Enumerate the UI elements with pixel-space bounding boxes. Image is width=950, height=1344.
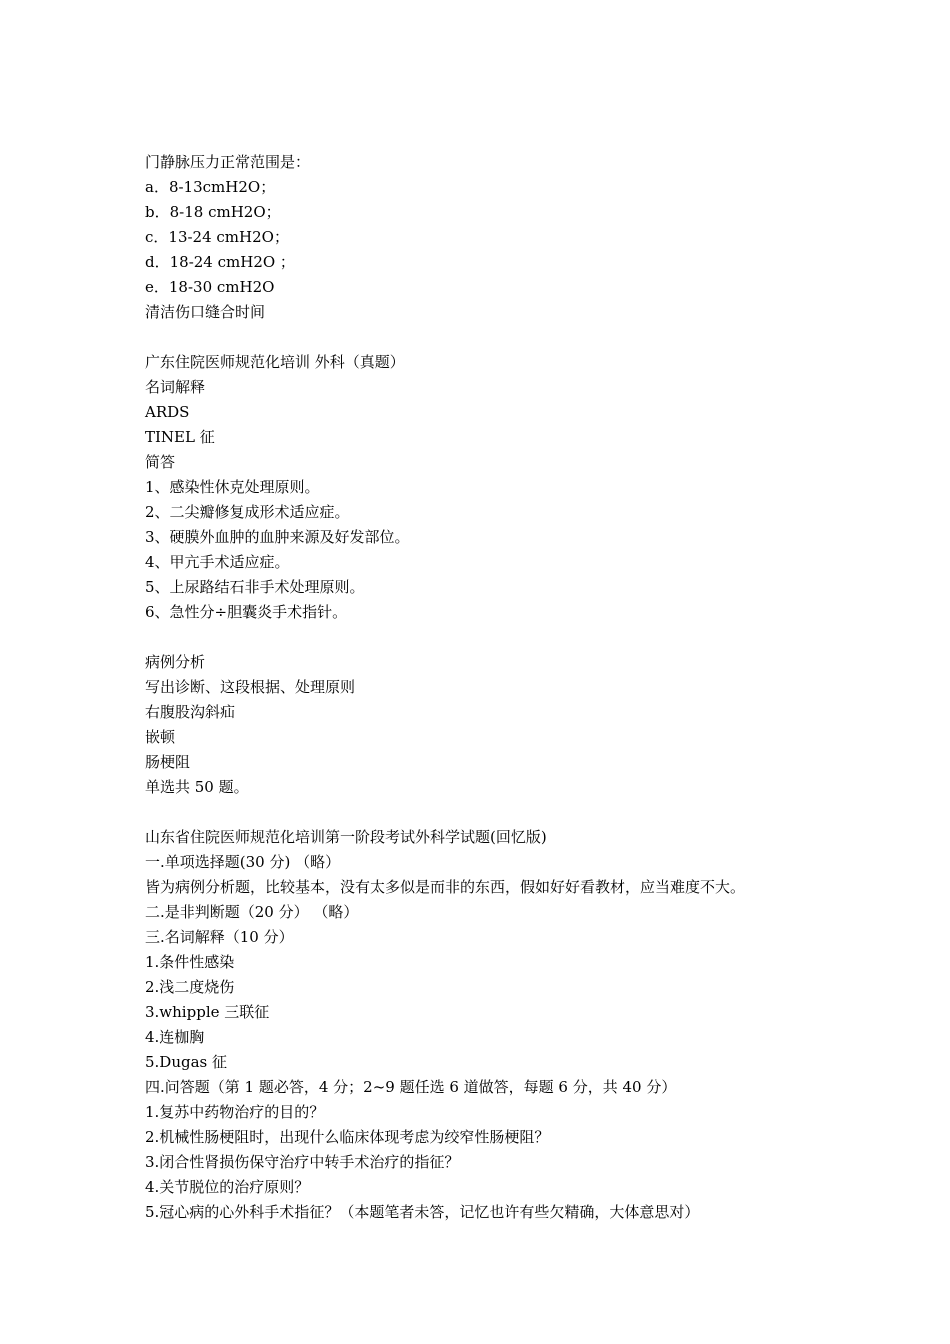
subsection-heading: 简答 <box>145 453 176 471</box>
subsection-heading: 四.问答题（第 1 题必答，4 分；2~9 题任选 6 道做答，每题 6 分，共 40 分） <box>145 1078 677 1096</box>
question-item: 4.关节脱位的治疗原则？ <box>145 1178 310 1196</box>
option-e: e．18-30 cmH2O <box>145 278 275 296</box>
term-item: ARDS <box>145 403 190 421</box>
text-line: 右腹股沟斜疝 <box>145 703 236 721</box>
text-line: 肠梗阻 <box>145 753 191 771</box>
question-title: 门静脉压力正常范围是： <box>145 153 311 171</box>
option-d: d．18-24 cmH2O ； <box>145 253 295 271</box>
subsection-heading: 一.单项选择题(30 分) （略） <box>145 853 341 871</box>
blank-line <box>145 325 905 350</box>
subsection-heading: 病例分析 <box>145 653 206 671</box>
question-item: 5、上尿路结石非手术处理原则。 <box>145 578 365 596</box>
question-item: 1、感染性休克处理原则。 <box>145 478 320 496</box>
subsection-heading: 名词解释 <box>145 378 206 396</box>
question-item: 4、甲亢手术适应症。 <box>145 553 290 571</box>
question-item: 5.冠心病的心外科手术指征？（本题笔者未答，记忆也许有些欠精确，大体意思对） <box>145 1203 700 1221</box>
text-line: 嵌顿 <box>145 728 176 746</box>
option-b: b．8-18 cmH2O； <box>145 203 281 221</box>
text-line: 单选共 50 题。 <box>145 778 249 796</box>
term-item: 1.条件性感染 <box>145 953 235 971</box>
section-heading: 广东住院医师规范化培训 外科（真题） <box>145 353 405 371</box>
question-item: 3、硬膜外血肿的血肿来源及好发部位。 <box>145 528 410 546</box>
section-heading: 山东省住院医师规范化培训第一阶段考试外科学试题(回忆版) <box>145 828 547 846</box>
blank-line <box>145 625 905 650</box>
question-item: 1.复苏中药物治疗的目的？ <box>145 1103 325 1121</box>
question-item: 2.机械性肠梗阻时，出现什么临床体现考虑为绞窄性肠梗阻？ <box>145 1128 550 1146</box>
question-text: 清洁伤口缝合时间 <box>145 303 266 321</box>
term-item: TINEL 征 <box>145 428 215 446</box>
option-c: c．13-24 cmH2O； <box>145 228 289 246</box>
document-body <box>145 150 905 1225</box>
text-line: 写出诊断、这段根据、处理原则 <box>145 678 356 696</box>
text-line: 皆为病例分析题，比较基本，没有太多似是而非的东西，假如好好看教材，应当难度不大。 <box>145 878 746 896</box>
term-item: 5.Dugas 征 <box>145 1053 228 1071</box>
subsection-heading: 三.名词解释（10 分） <box>145 928 294 946</box>
blank-line <box>145 800 905 825</box>
option-a: a．8-13cmH2O； <box>145 178 276 196</box>
question-item: 3.闭合性肾损伤保守治疗中转手术治疗的指征？ <box>145 1153 460 1171</box>
term-item: 2.浅二度烧伤 <box>145 978 235 996</box>
question-item: 2、二尖瓣修复成形术适应症。 <box>145 503 350 521</box>
subsection-heading: 二.是非判断题（20 分） （略） <box>145 903 359 921</box>
term-item: 4.连枷胸 <box>145 1028 205 1046</box>
term-item: 3.whipple 三联征 <box>145 1003 270 1021</box>
question-item: 6、急性分÷胆囊炎手术指针。 <box>145 603 348 621</box>
